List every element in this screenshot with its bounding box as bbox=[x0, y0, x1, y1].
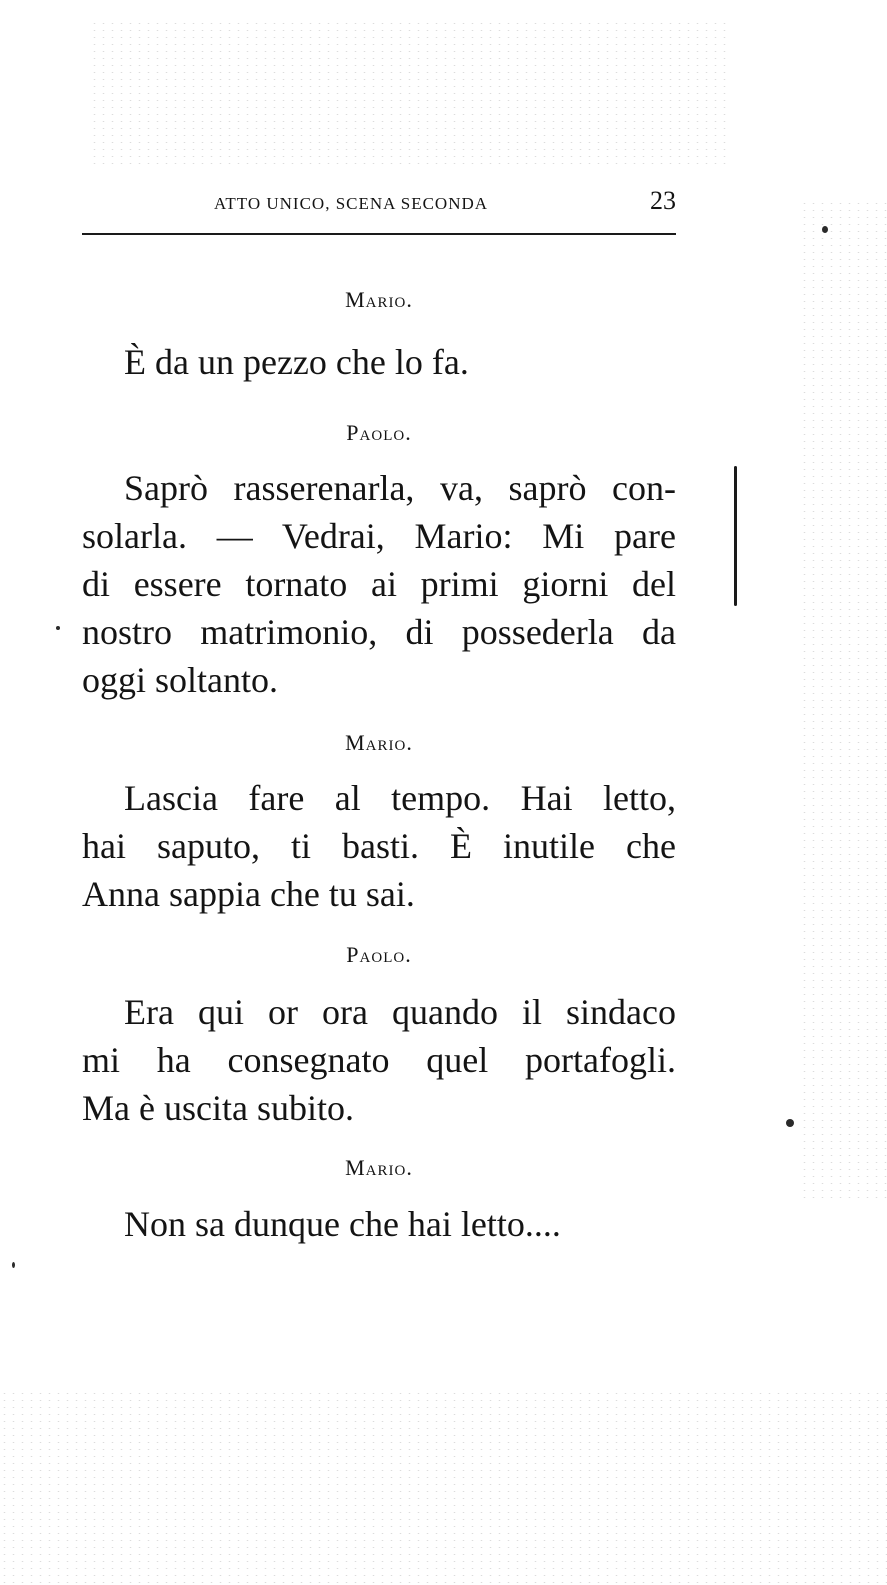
speaker-name: Paolo. bbox=[346, 420, 412, 445]
ink-speck bbox=[56, 626, 60, 630]
paper-noise-bottom bbox=[0, 1390, 887, 1585]
paper-noise-top bbox=[90, 20, 730, 170]
dialogue-line: È da un pezzo che lo fa. bbox=[124, 342, 469, 382]
paper-noise-right bbox=[800, 200, 887, 1200]
page-number: 23 bbox=[650, 186, 676, 215]
dialogue-line: Era qui or ora quando il sindaco bbox=[124, 992, 676, 1032]
dialogue-line: di essere tornato ai primi giorni del bbox=[82, 564, 676, 604]
dialogue-line: oggi soltanto. bbox=[82, 660, 278, 700]
header-rule bbox=[82, 233, 676, 235]
ink-speck bbox=[786, 1119, 794, 1127]
speaker-name: Mario. bbox=[345, 287, 413, 312]
dialogue-line: hai saputo, ti basti. È inutile che bbox=[82, 826, 676, 866]
ink-speck bbox=[12, 1262, 15, 1268]
speaker-name: Mario. bbox=[345, 730, 413, 755]
speaker-name: Mario. bbox=[345, 1155, 413, 1180]
speaker-name: Paolo. bbox=[346, 942, 412, 967]
dialogue-line: Lascia fare al tempo. Hai letto, bbox=[124, 778, 676, 818]
ink-speck bbox=[822, 226, 828, 233]
dialogue-line: Anna sappia che tu sai. bbox=[82, 874, 415, 914]
margin-mark bbox=[734, 466, 737, 606]
dialogue-line: mi ha consegnato quel portafogli. bbox=[82, 1040, 676, 1080]
dialogue-line: solarla. — Vedrai, Mario: Mi pare bbox=[82, 516, 676, 556]
dialogue-line: nostro matrimonio, di possederla da bbox=[82, 612, 676, 652]
dialogue-line: Non sa dunque che hai letto.... bbox=[124, 1204, 561, 1244]
running-head bbox=[82, 186, 676, 222]
dialogue-line: Ma è uscita subito. bbox=[82, 1088, 354, 1128]
running-title: ATTO UNICO, SCENA SECONDA bbox=[214, 194, 489, 213]
dialogue-line: Saprò rasserenarla, va, saprò con- bbox=[124, 468, 676, 508]
